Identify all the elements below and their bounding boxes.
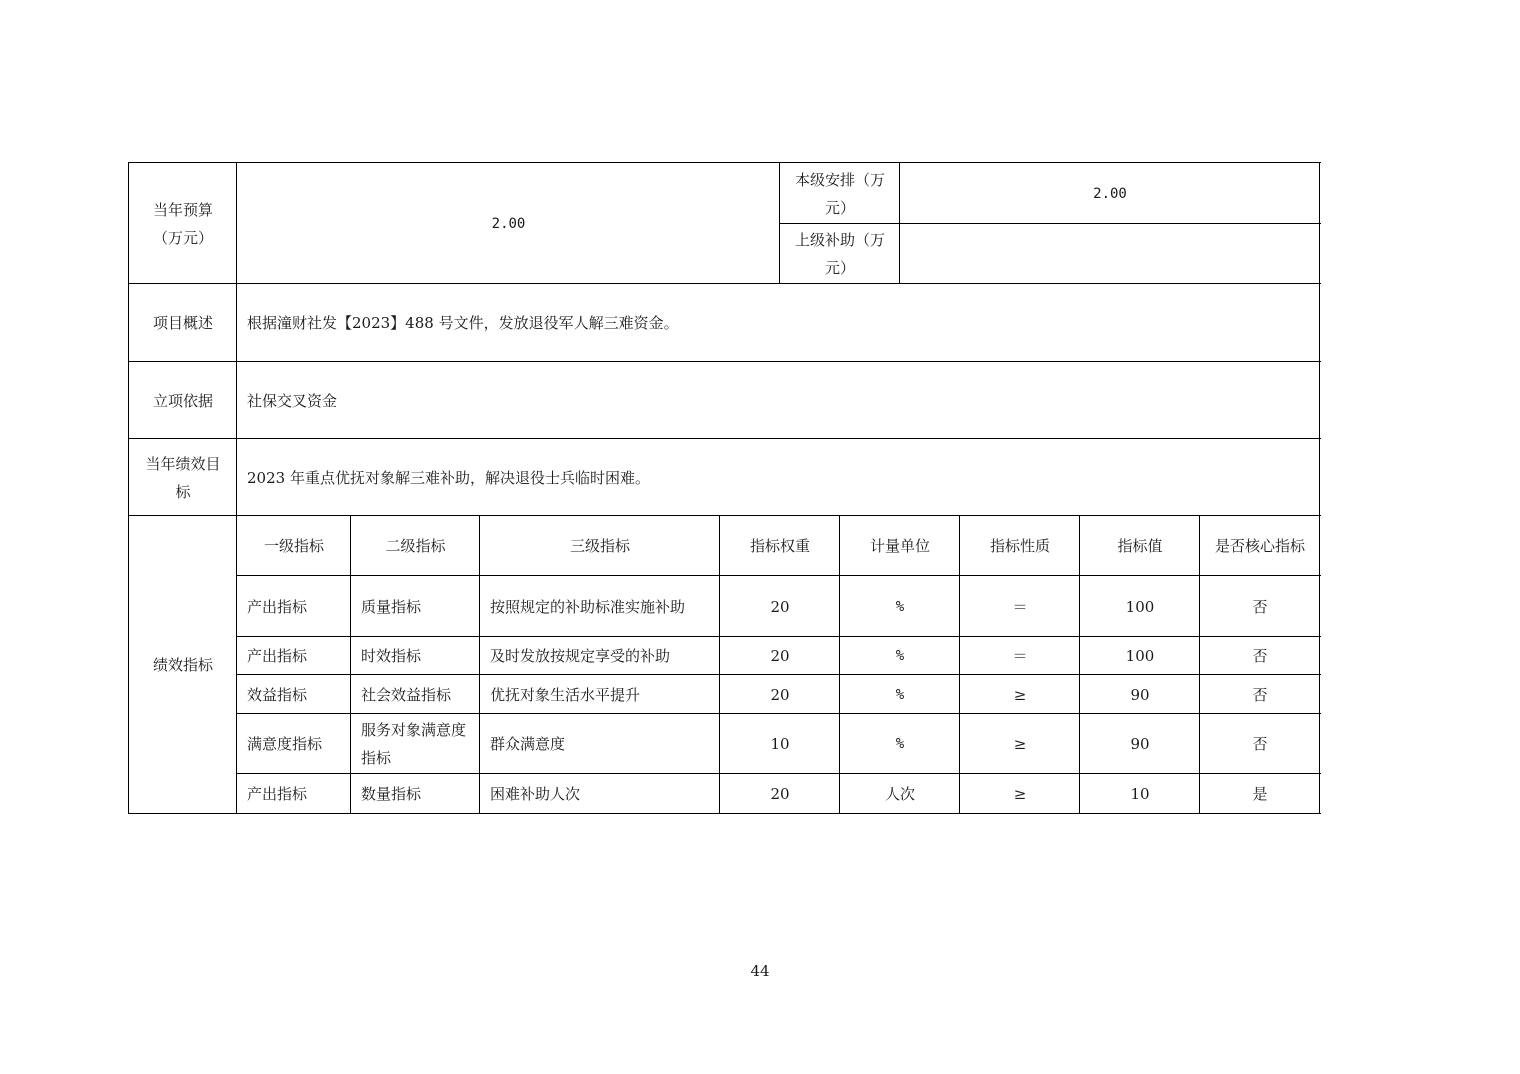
row2-core: 否 <box>1252 685 1268 704</box>
grid-line <box>899 162 900 284</box>
grid-line <box>128 162 1321 163</box>
grid-line <box>479 515 480 814</box>
grid-line <box>959 515 960 814</box>
header-level3: 三级指标 <box>569 537 630 555</box>
row1-core: 否 <box>1252 647 1268 665</box>
row4-level2: 数量指标 <box>361 785 422 803</box>
grid-line <box>237 575 1321 576</box>
header-value: 指标值 <box>1117 537 1163 555</box>
budget-label: 当年预算（万元） <box>152 200 213 247</box>
row0-weight: 20 <box>770 597 790 616</box>
row2-value: 90 <box>1130 685 1150 704</box>
upper-subsidy-label: 上级补助（万元） <box>794 231 885 277</box>
row4-unit: 人次 <box>884 785 915 803</box>
grid-line <box>128 283 1321 284</box>
upper-subsidy-value <box>900 224 1320 284</box>
local-budget-value: 2.00 <box>1093 185 1127 202</box>
row2-weight: 20 <box>770 685 790 704</box>
row3-core: 否 <box>1252 735 1268 753</box>
local-budget-label: 本级安排（万元） <box>794 170 885 217</box>
row3-value: 90 <box>1130 735 1150 753</box>
grid-line <box>237 636 1321 637</box>
grid-line <box>719 515 720 814</box>
row4-nature: ≥ <box>1013 785 1027 803</box>
row1-value: 100 <box>1125 647 1155 665</box>
row2-unit: % <box>895 686 905 703</box>
page-number: 44 <box>750 962 770 980</box>
row2-level2: 社会效益指标 <box>361 685 452 704</box>
row3-level1: 满意度指标 <box>247 735 323 753</box>
grid-line <box>236 162 237 814</box>
row3-nature: ≥ <box>1013 735 1027 753</box>
goal-text: 2023 年重点优抚对象解三难补助，解决退役士兵临时困难。 <box>247 468 650 487</box>
grid-line <box>128 361 1321 362</box>
grid-line <box>128 813 1321 814</box>
row3-weight: 10 <box>770 735 790 753</box>
header-level1: 一级指标 <box>263 537 324 555</box>
row0-level3: 按照规定的补助标准实施补助 <box>490 597 686 616</box>
budget-total-value: 2.00 <box>491 215 526 232</box>
grid-line <box>128 515 1321 516</box>
grid-line <box>128 162 129 814</box>
grid-line <box>1079 515 1080 814</box>
header-nature: 指标性质 <box>989 537 1050 555</box>
basis-label: 立项依据 <box>152 391 213 410</box>
grid-line <box>350 515 351 814</box>
row1-unit: % <box>895 648 905 664</box>
row1-level3: 及时发放按规定享受的补助 <box>490 647 671 665</box>
row4-value: 10 <box>1130 785 1150 803</box>
row1-level2: 时效指标 <box>361 647 422 665</box>
grid-line <box>128 438 1321 439</box>
row2-nature: ≥ <box>1013 685 1027 704</box>
row4-weight: 20 <box>770 785 790 803</box>
grid-line <box>839 515 840 814</box>
grid-line <box>780 223 1321 224</box>
basis-text: 社保交叉资金 <box>247 391 338 410</box>
grid-line <box>779 162 780 284</box>
row1-nature: ＝ <box>1012 647 1028 665</box>
row0-level2: 质量指标 <box>361 597 422 616</box>
grid-line <box>237 674 1321 675</box>
row0-value: 100 <box>1125 597 1155 616</box>
row0-nature: ＝ <box>1012 597 1028 616</box>
row3-level2: 服务对象满意度指标 <box>361 721 467 767</box>
row2-level1: 效益指标 <box>247 685 308 704</box>
row4-level3: 困难补助人次 <box>490 785 581 803</box>
row1-weight: 20 <box>770 647 790 665</box>
row2-level3: 优抚对象生活水平提升 <box>490 685 641 704</box>
grid-line <box>1319 162 1320 814</box>
grid-line <box>237 713 1321 714</box>
grid-line <box>237 773 1321 774</box>
indicators-label: 绩效指标 <box>152 656 213 674</box>
overview-label: 项目概述 <box>152 314 213 332</box>
row0-core: 否 <box>1252 597 1268 616</box>
header-core: 是否核心指标 <box>1214 537 1305 555</box>
header-unit: 计量单位 <box>869 537 930 555</box>
row3-unit: % <box>895 736 905 752</box>
overview-text: 根据潼财社发【2023】488 号文件，发放退役军人解三难资金。 <box>247 314 679 332</box>
row0-unit: % <box>895 598 905 615</box>
row3-level3: 群众满意度 <box>490 735 566 753</box>
goal-label: 当年绩效目标 <box>145 454 221 501</box>
grid-line <box>1199 515 1200 814</box>
row0-level1: 产出指标 <box>247 597 308 616</box>
header-weight: 指标权重 <box>749 537 810 555</box>
row1-level1: 产出指标 <box>247 647 308 665</box>
row4-core: 是 <box>1252 785 1268 803</box>
header-level2: 二级指标 <box>385 537 446 555</box>
row4-level1: 产出指标 <box>247 785 308 803</box>
